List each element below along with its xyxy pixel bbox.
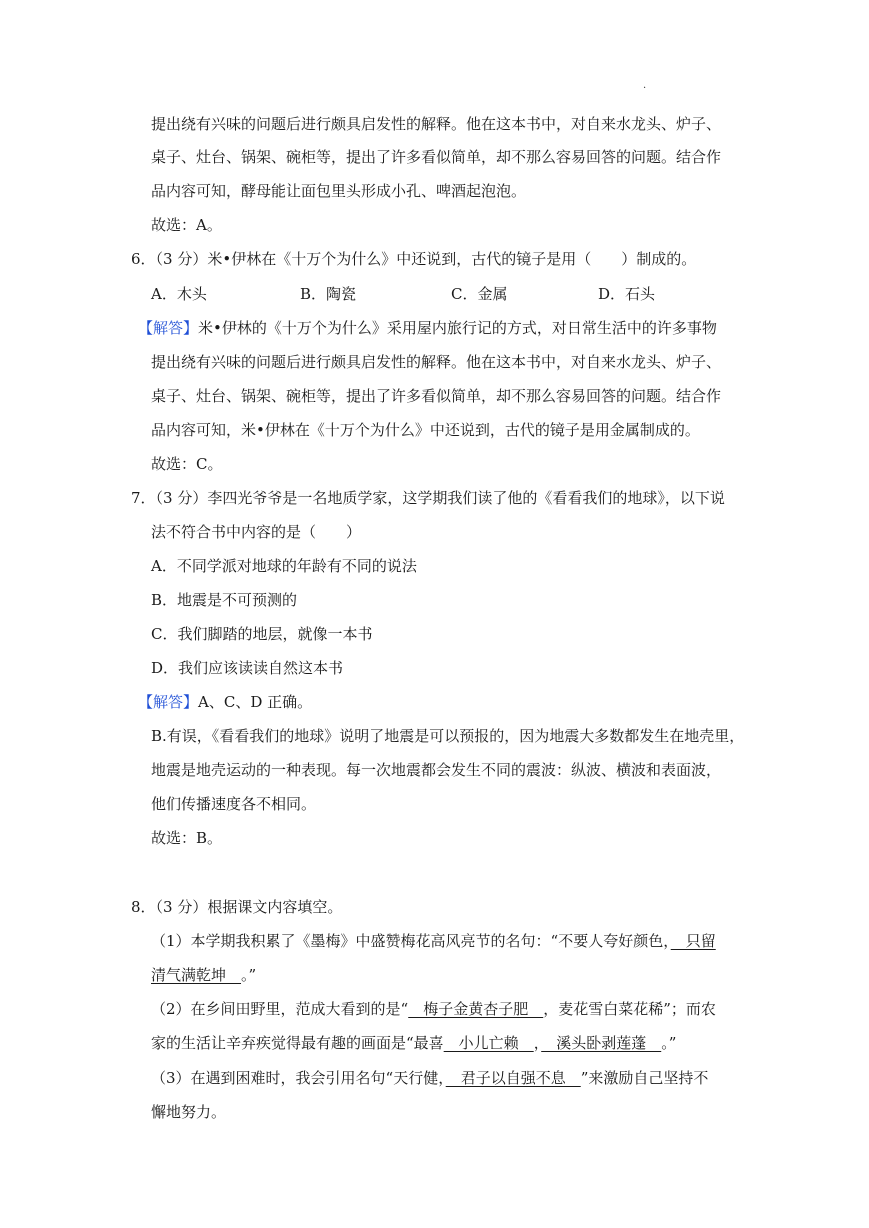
q8-part2-text-c: 家的生活让辛弃疾觉得最有趣的画面是“最喜 [151, 1034, 444, 1052]
q6-answer-first-line [138, 318, 717, 338]
q8-part2-blank-3: 溪头卧剥莲蓬 [541, 1034, 662, 1052]
q8-part1-end: 。” [241, 966, 257, 984]
q8-part1-line-2 [151, 965, 256, 985]
q6-answer-line-4: 品内容可知，米•伊林在《十万个为什么》中还说到，古代的镜子是用金属制成的。 [151, 421, 700, 439]
q6-answer-tag: 【解答】 [138, 319, 199, 337]
q8-part2-text-e: 。” [661, 1034, 677, 1052]
q6-option-a: A．木头 [151, 285, 207, 303]
q7-option-c: C．我们脚踏的地层，就像一本书 [151, 625, 373, 643]
q8-part1-text: （1）本学期我积累了《墨梅》中盛赞梅花高风亮节的名句：“不要人夸好颜色， [151, 932, 671, 950]
q8-part2-blank-2: 小儿亡赖 [443, 1034, 534, 1052]
q7-answer-tag: 【解答】 [138, 693, 199, 711]
q8-part1-blank: 只留 [670, 932, 716, 950]
q8-part1-blank-cont: 清气满乾坤 [151, 966, 242, 984]
q6-answer-text: 米•伊林的《十万个为什么》采用屋内旅行记的方式，对日常生活中的许多事物 [198, 319, 717, 337]
q6-option-b: B．陶瓷 [300, 285, 357, 303]
q8-part3-line-1 [151, 1068, 708, 1088]
q7-option-d: D．我们应该读读自然这本书 [151, 659, 344, 677]
q7-stem-line-1: 7．（3 分）李四光爷爷是一名地质学家，这学期我们读了他的《看看我们的地球》，以下说 [131, 489, 725, 507]
prev-answer-choice: 故选：A。 [151, 216, 222, 234]
q6-answer-line-2: 提出绕有兴味的问题后进行颇具启发性的解释。他在这本书中，对自来水龙头、炉子、 [151, 353, 722, 371]
q6-option-c: C．金属 [451, 285, 508, 303]
q6-choice: 故选：C。 [151, 455, 223, 473]
q6-answer-line-3: 桌子、灶台、锅架、碗柜等，提出了许多看似简单，却不那么容易回答的问题。结合作 [151, 387, 722, 405]
q8-part2-line-2 [151, 1033, 676, 1053]
prev-answer-line-1: 提出绕有兴味的问题后进行颇具启发性的解释。他在这本书中，对自来水龙头、炉子、 [151, 115, 722, 133]
q8-part3-blank: 君子以自强不息 [445, 1069, 581, 1087]
q8-part3-line-2: 懈地努力。 [151, 1103, 227, 1121]
q8-part2-blank-1: 梅子金黄杏子肥 [408, 1000, 544, 1018]
q8-stem: 8．（3 分）根据课文内容填空。 [131, 898, 343, 916]
q8-part3-text-b: ”来激励自己坚持不 [580, 1069, 709, 1087]
page-marker: . [643, 80, 647, 91]
prev-answer-line-2: 桌子、灶台、锅架、碗柜等，提出了许多看似简单，却不那么容易回答的问题。结合作 [151, 148, 722, 166]
q7-choice: 故选：B。 [151, 829, 223, 847]
q6-stem: 6．（3 分）米•伊林在《十万个为什么》中还说到，古代的镜子是用（ ）制成的。 [131, 250, 697, 268]
q7-stem-line-2: 法不符合书中内容的是（ ） [151, 523, 362, 541]
q8-part2-text-a: （2）在乡间田野里，范成大看到的是“ [151, 1000, 409, 1018]
q7-answer-line-3: 地震是地壳运动的一种表现。每一次地震都会发生不同的震波：纵波、横波和表面波， [151, 761, 722, 779]
q7-option-a: A．不同学派对地球的年龄有不同的说法 [151, 557, 417, 575]
q7-answer-line-2: B.有误，《看看我们的地球》说明了地震是可以预报的，因为地震大多数都发生在地壳里， [151, 727, 745, 745]
q8-part2-text-b: ，麦花雪白菜花稀”；而农 [543, 1000, 716, 1018]
q8-part2-line-1 [151, 999, 716, 1019]
q7-answer-text: A、C、D 正确。 [198, 693, 313, 711]
q6-option-d: D．石头 [598, 285, 656, 303]
q7-answer-line-4: 他们传播速度各不相同。 [151, 795, 317, 813]
q8-part1-line-1 [151, 931, 716, 951]
q7-answer-first-line [138, 692, 312, 712]
q8-part3-text-a: （3）在遇到困难时，我会引用名句“天行健， [151, 1069, 446, 1087]
q7-option-b: B．地震是不可预测的 [151, 591, 298, 609]
prev-answer-line-3: 品内容可知，酵母能让面包里头形成小孔、啤酒起泡泡。 [151, 182, 527, 200]
q8-part2-text-d: ， [533, 1034, 542, 1052]
